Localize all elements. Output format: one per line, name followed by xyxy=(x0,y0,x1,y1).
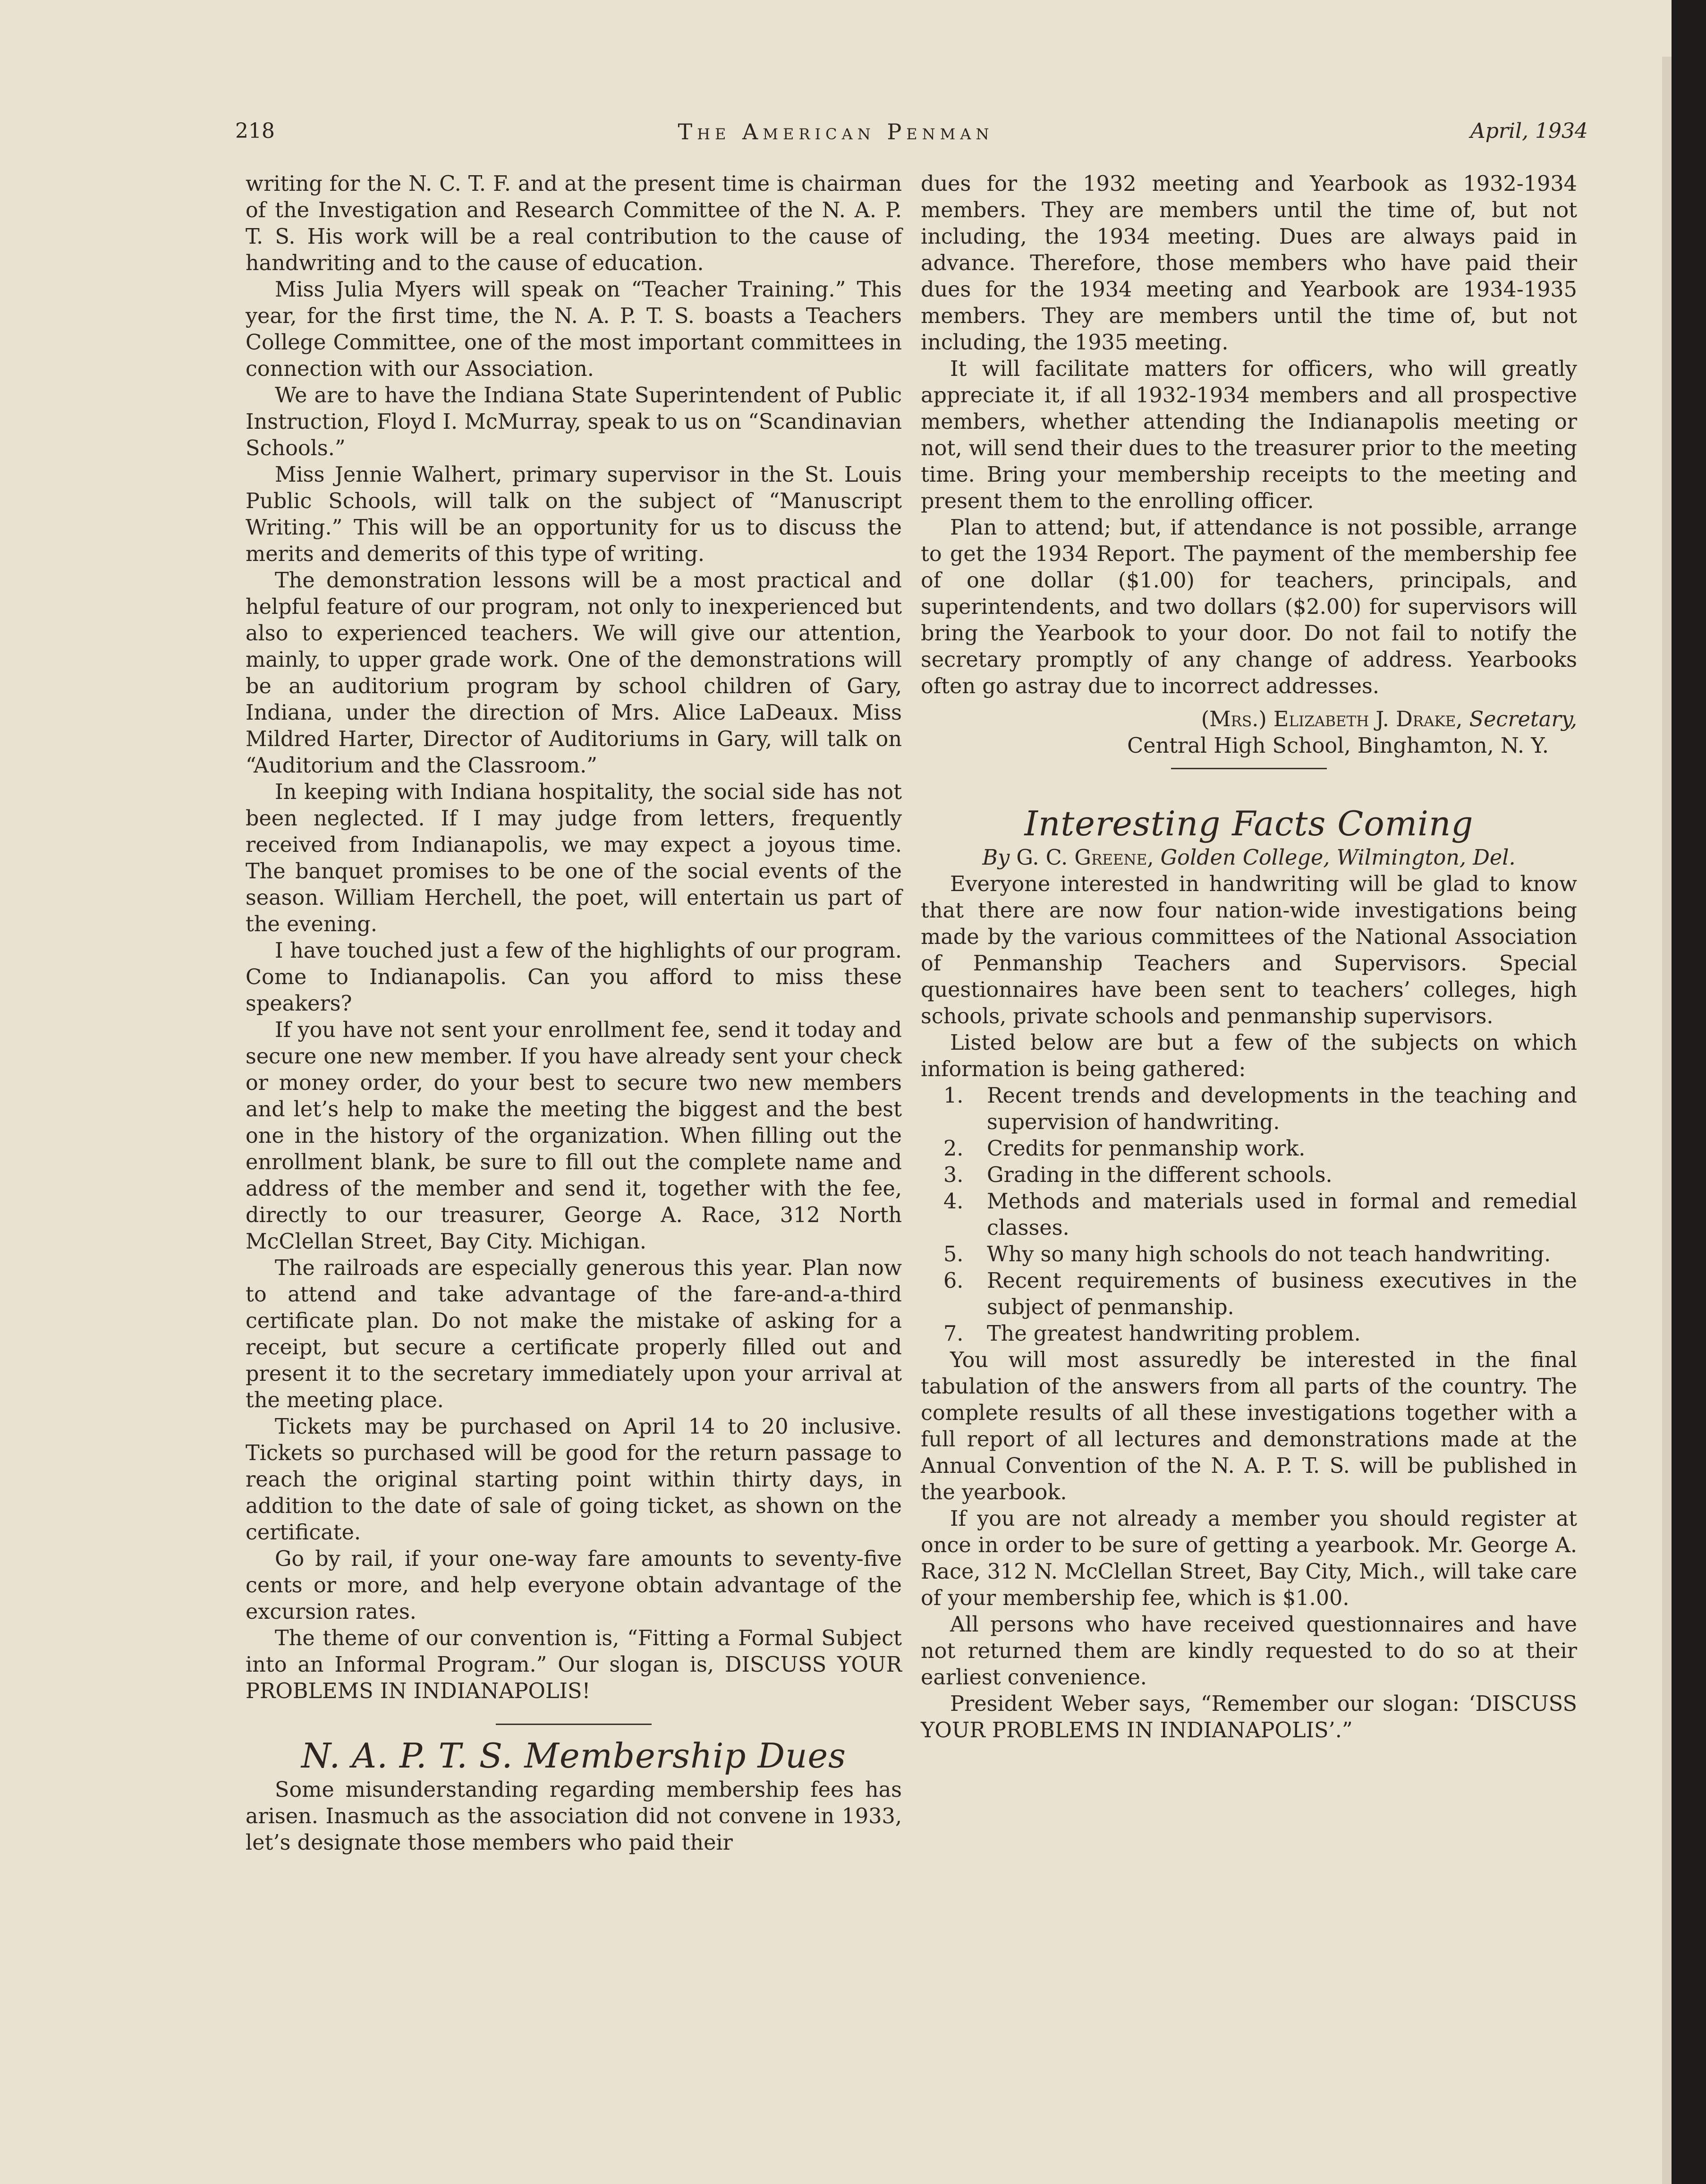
list-number: 5. xyxy=(943,1242,964,1266)
paragraph: All persons who have received questionnaires and have not returned them are kindly requested to do so at their earliest convenience. xyxy=(921,1613,1577,1690)
list-text: The greatest handwriting problem. xyxy=(987,1322,1361,1346)
list-item xyxy=(921,1136,1577,1162)
right-column xyxy=(921,171,1577,1744)
signature-name: Elizabeth J. Drake, xyxy=(1273,707,1463,731)
section-divider xyxy=(496,1724,652,1725)
paragraph: The railroads are especially generous this year. Plan now to attend and take advantage of the fare-and-a-third certificate plan. Do not make the mistake of asking for a receipt, but secure a certificate properly filled out and present it to the secretary immediately upon your arrival at the meeting place. xyxy=(246,1256,902,1412)
signature-prefix: (Mrs.) xyxy=(1201,707,1267,731)
list-text: Recent trends and developments in the teaching and supervision of handwriting. xyxy=(987,1084,1577,1134)
byline xyxy=(921,845,1577,871)
paragraph: Go by rail, if your one-way fare amounts to seventy-five cents or more, and help everyone obtain advantage of the excursion rates. xyxy=(246,1547,902,1624)
paragraph: The demonstration lessons will be a most practical and helpful feature of our program, not only to inexperienced but also to experienced teachers. We will give our attention, mainly, to upper grade work. One of the demonstrations will be an auditorium program by school children of Gary, Indiana, under the direction of Mrs. Alice LaDeaux. Miss Mildred Harter, Director of Auditoriums in Gary, will talk on “Auditorium and the Classroom.” xyxy=(246,569,902,778)
journal-title: The American Penman xyxy=(678,119,994,144)
list-item xyxy=(921,1241,1577,1268)
paragraph: In keeping with Indiana hospitality, the social side has not been neglected. If I may judge from letters, frequently received from Indianapolis, we may expect a joyous time. The banquet promises to be one of the social events of the season. William Herchell, the poet, will entertain us part of the evening. xyxy=(246,780,902,936)
paragraph: If you are not already a member you should register at once in order to be sure of getting a yearbook. Mr. George A. Race, 312 N. McClellan Street, Bay City, Mich., will take care of your membership fee, which is $1.00. xyxy=(921,1507,1577,1610)
list-item xyxy=(921,1268,1577,1321)
scan-border xyxy=(1672,0,1706,2184)
paragraph: President Weber says, “Remember our slogan: ‘DISCUSS YOUR PROBLEMS IN INDIANAPOLIS’.” xyxy=(921,1692,1577,1742)
byline-by: By xyxy=(982,846,1010,870)
list-number: 6. xyxy=(943,1269,964,1293)
paragraph: Tickets may be purchased on April 14 to 20 inclusive. Tickets so purchased will be good for the return passage to reach the original starting point within thirty days, in addition to the date of sale of going ticket, as shown on the certificate. xyxy=(246,1415,902,1545)
list-text: Methods and materials used in formal and remedial classes. xyxy=(987,1190,1577,1240)
signature-address: Central High School, Binghamton, N. Y. xyxy=(1127,734,1549,758)
page-number: 218 xyxy=(235,119,275,143)
paragraph: Listed below are but a few of the subjects on which information is being gathered: xyxy=(921,1031,1577,1081)
list-item xyxy=(921,1321,1577,1347)
list-number: 2. xyxy=(943,1137,964,1161)
list-number: 3. xyxy=(943,1163,964,1187)
paragraph: The theme of our convention is, “Fitting a Formal Subject into an Informal Program.” Our slogan is, DISCUSS YOUR PROBLEMS IN INDIANAPOLIS! xyxy=(246,1626,902,1703)
list-item xyxy=(921,1083,1577,1136)
next-page-edge xyxy=(1662,57,1672,2184)
paragraph: Plan to attend; but, if attendance is not possible, arrange to get the 1934 Report. The payment of the membership fee of one dollar ($1.00) for teachers, principals, and superintendents, and two dollars ($2.00) for supervisors will bring the Yearbook to your door. Do not fail to notify the secretary promptly of any change of address. Yearbooks often go astray due to incorrect addresses. xyxy=(921,516,1577,698)
section-divider xyxy=(1171,768,1327,769)
paragraph: You will most assuredly be interested in the final tabulation of the answers from all parts of the country. The complete results of all these investigations together with a full report of all lectures and demonstrations made at the Annual Convention of the N. A. P. T. S. will be published in the yearbook. xyxy=(921,1348,1577,1504)
list-text: Grading in the different schools. xyxy=(987,1163,1333,1187)
list-text: Credits for penmanship work. xyxy=(987,1137,1306,1161)
paragraph: If you have not sent your enrollment fee, send it today and secure one new member. If you have already sent your check or money order, do your best to secure two new members and let’s help to make the meeting the biggest and the best one in the history of the organization. When filling out the enrollment blank, be sure to fill out the complete name and address of the member and send it, together with the fee, directly to our treasurer, George A. Race, 312 North McClellan Street, Bay City. Michigan. xyxy=(246,1018,902,1254)
byline-author: G. C. Greene, xyxy=(1016,846,1154,870)
membership-section-title: N. A. P. T. S. Membership Dues xyxy=(301,1736,846,1776)
list-number: 4. xyxy=(943,1190,964,1214)
paragraph: It will facilitate matters for officers, who will greatly appreciate it, if all 1932-1934 members and all prospective members, whether attending the Indianapolis meeting or not, will send their dues to the treasurer prior to the meeting time. Bring your membership receipts to the meeting and present them to the enrolling officer. xyxy=(921,357,1577,513)
paragraph: We are to have the Indiana State Superintendent of Public Instruction, Floyd I. McMurray, speak to us on “Scandinavian Schools.” xyxy=(246,383,902,460)
left-column xyxy=(246,171,902,1856)
byline-place: Golden College, Wilmington, Del. xyxy=(1160,846,1516,870)
list-number: 1. xyxy=(943,1084,964,1108)
paragraph: Miss Julia Myers will speak on “Teacher Training.” This year, for the first time, the N. A. P. T. S. boasts a Teachers College Committee, one of the most important committees in connection with our Association. xyxy=(246,278,902,381)
paragraph: dues for the 1932 meeting and Yearbook as 1932-1934 members. They are members until the time of, but not including, the 1934 meeting. Dues are always paid in advance. Therefore, those members who have paid their dues for the 1934 meeting and Yearbook are 1934-1935 members. They are members until the time of, but not including, the 1935 meeting. xyxy=(921,172,1577,355)
list-item xyxy=(921,1189,1577,1241)
list-text: Recent requirements of business executives in the subject of penmanship. xyxy=(987,1269,1577,1319)
issue-date: April, 1934 xyxy=(1470,119,1588,143)
subjects-list xyxy=(921,1083,1577,1347)
list-text: Why so many high schools do not teach handwriting. xyxy=(987,1242,1551,1266)
signature xyxy=(921,706,1577,733)
paragraph: Some misunderstanding regarding membership fees has arisen. Inasmuch as the association did not convene in 1933, let’s designate those members who paid their xyxy=(246,1778,902,1855)
list-item xyxy=(921,1162,1577,1189)
paragraph: writing for the N. C. T. F. and at the present time is chairman of the Investigation and Research Committee of the N. A. P. T. S. His work will be a real contribution to the cause of handwriting and to the cause of education. xyxy=(246,172,902,275)
paragraph: Miss Jennie Walhert, primary supervisor in the St. Louis Public Schools, will talk on the subject of “Manuscript Writing.” This will be an opportunity for us to discuss the merits and demerits of this type of writing. xyxy=(246,463,902,566)
signature-role: Secretary, xyxy=(1469,707,1577,731)
paragraph: Everyone interested in handwriting will be glad to know that there are now four nation-wide investigations being made by the various committees of the National Association of Penmanship Teachers and Supervisors. Special questionnaires have been sent to teachers’ colleges, high schools, private schools and penmanship supervisors. xyxy=(921,872,1577,1028)
paragraph: I have touched just a few of the highlights of our program. Come to Indianapolis. Can you afford to miss these speakers? xyxy=(246,939,902,1016)
facts-section-title: Interesting Facts Coming xyxy=(1024,804,1474,843)
list-number: 7. xyxy=(943,1322,964,1346)
